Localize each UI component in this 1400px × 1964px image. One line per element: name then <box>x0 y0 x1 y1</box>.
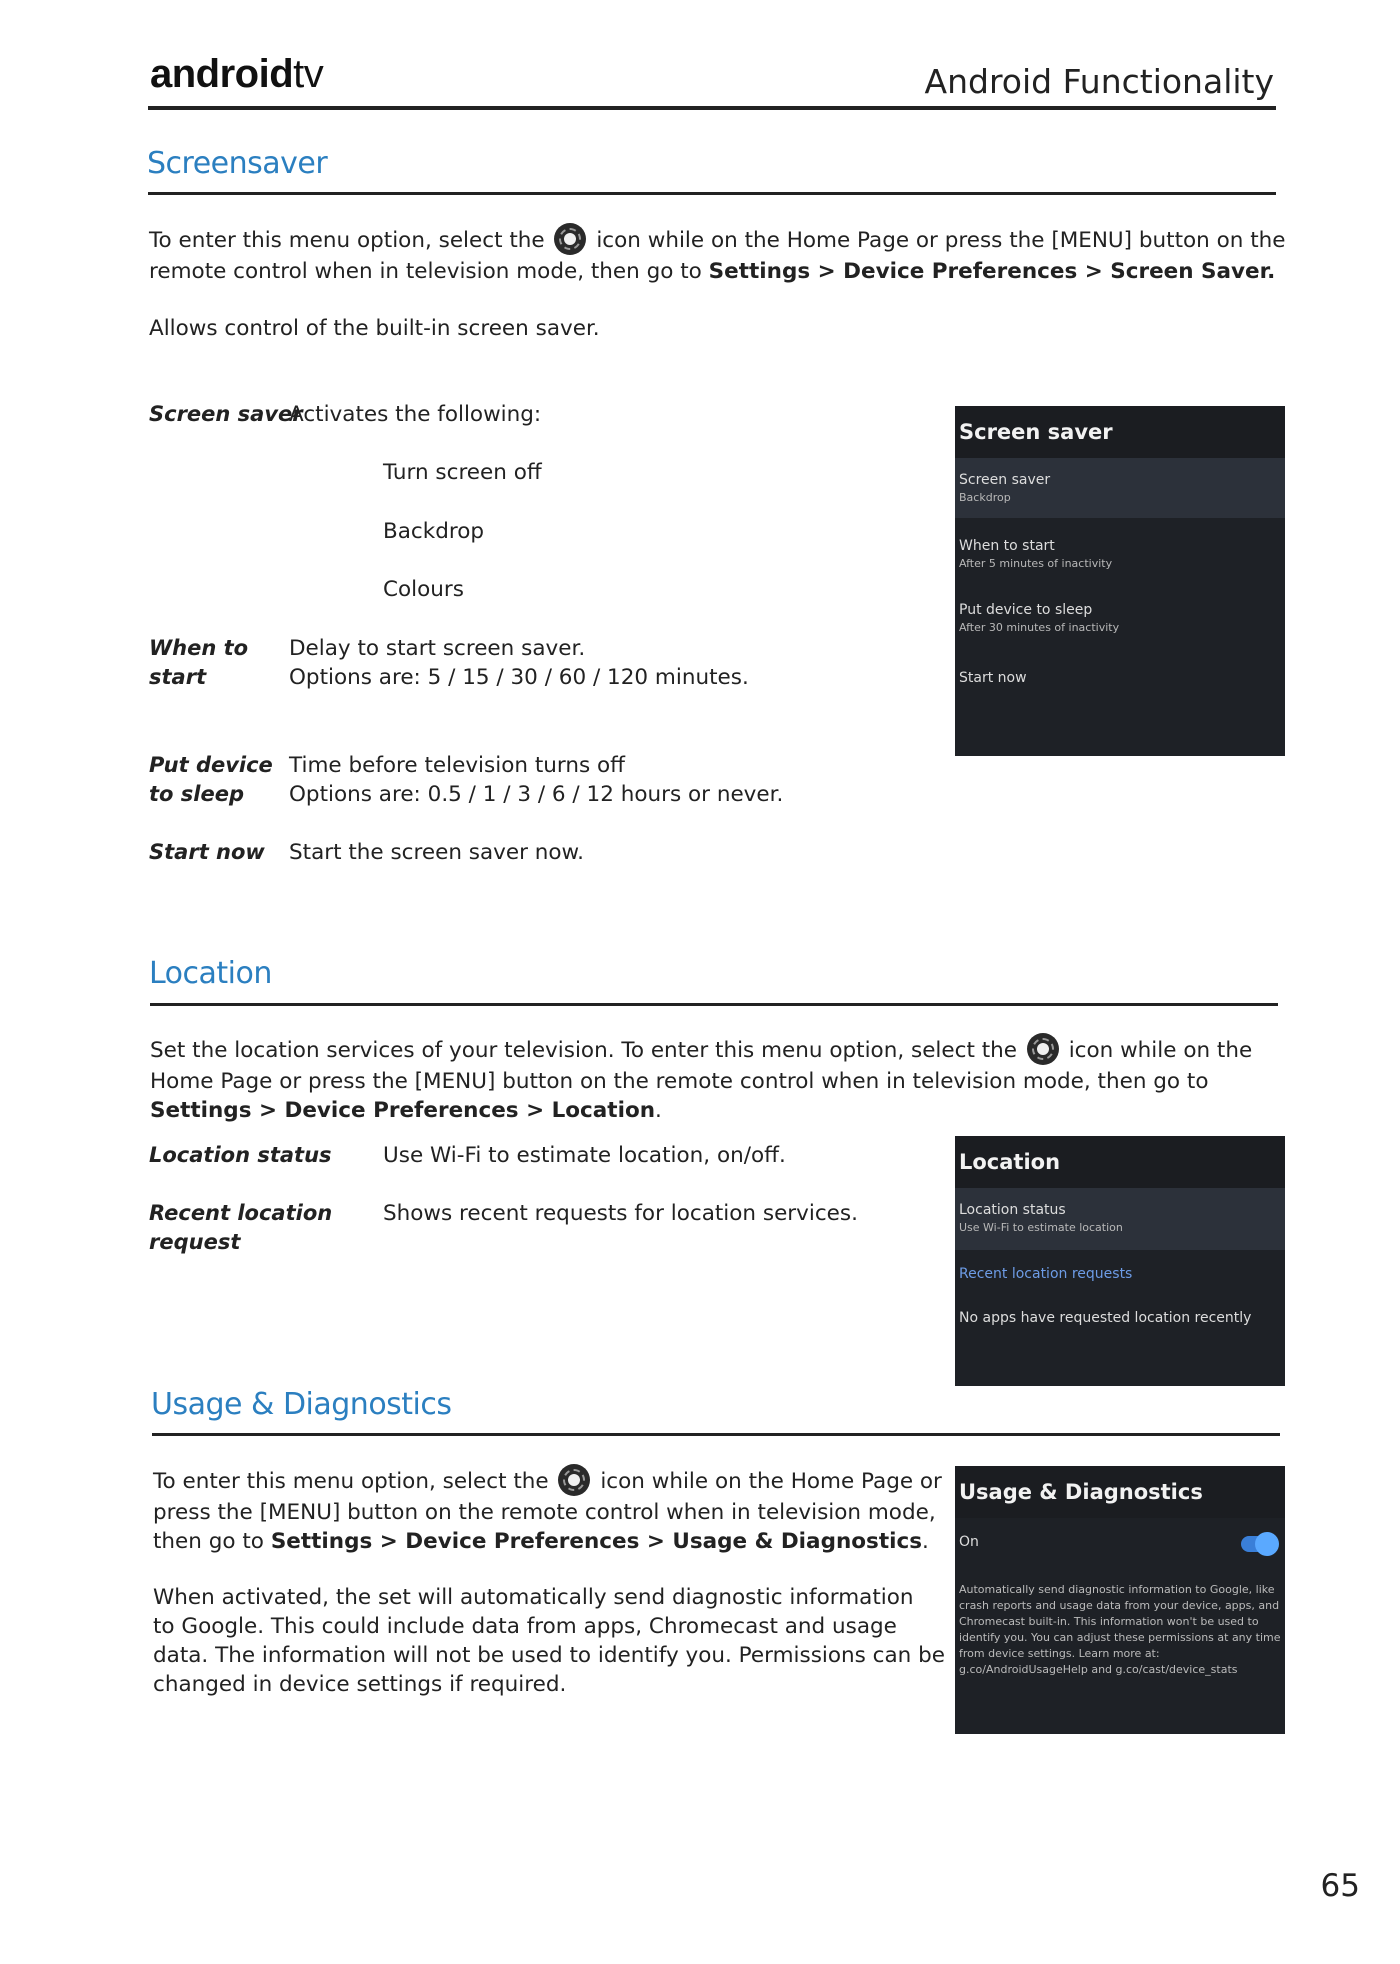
row-label: Start now <box>959 670 1027 686</box>
screensaver-intro-path: Settings > Device Preferences > Screen Saver. <box>708 259 1276 284</box>
desc-when-to-start <box>289 634 749 692</box>
usage-intro-2: icon while on the Home Page or <box>600 1469 942 1494</box>
screensaver-intro-1: To enter this menu option, select the <box>149 228 545 253</box>
label-location-status: Location status <box>149 1143 332 1167</box>
label-when-to-start <box>149 634 248 692</box>
location-intro-1: Set the location services of your television. To enter this menu option, select the <box>150 1038 1017 1063</box>
screenshot-row-on <box>955 1518 1285 1572</box>
label-put-device-to-sleep <box>149 751 273 809</box>
location-intro-path: Settings > Device Preferences > Location <box>150 1098 656 1123</box>
screensaver-allows: Allows control of the built-in screen saver. <box>149 316 600 341</box>
option-colours: Colours <box>383 577 464 602</box>
option-turn-screen-off: Turn screen off <box>383 460 542 485</box>
toggle-switch-icon <box>1241 1536 1277 1552</box>
usage-intro-3: press the [MENU] button on the remote control when in television mode, <box>153 1500 936 1525</box>
desc-screen-saver: Activates the following: <box>289 402 542 427</box>
screenshot-row-location-status <box>955 1188 1285 1250</box>
row-label: Put device to sleep <box>959 602 1093 618</box>
screenshot-row-when-to-start <box>955 518 1285 580</box>
row-sub: After 5 minutes of inactivity <box>959 557 1113 570</box>
row-label: On <box>959 1534 979 1550</box>
when-desc: Delay to start screen saver. <box>289 636 586 661</box>
sleep-label-1: Put device <box>149 753 273 777</box>
usage-body-4: changed in device settings if required. <box>153 1672 567 1697</box>
location-screenshot <box>955 1136 1285 1386</box>
page-number: 65 <box>1320 1868 1360 1904</box>
usage-rule <box>152 1433 1280 1436</box>
logo-bold: android <box>150 52 294 96</box>
row-sub: After 30 minutes of inactivity <box>959 621 1120 634</box>
label-start-now: Start now <box>149 840 265 864</box>
logo-light: tv <box>293 52 324 96</box>
header-rule <box>148 106 1276 110</box>
sleep-options: Options are: 0.5 / 1 / 3 / 6 / 12 hours or never. <box>289 782 784 807</box>
screenshot-usage-text: Automatically send diagnostic information to Google, like crash reports and usage data from your device, apps, and Chromecast built-in. This information won't be used to identify you. You can adjust these permissions at any time from device settings. Learn more at: g.co/AndroidUsageHelp and g.co/cast/device_stats <box>959 1583 1281 1676</box>
usage-intro-end: . <box>922 1529 929 1554</box>
label-recent-location-request <box>149 1199 332 1257</box>
recent-label-1: Recent location <box>149 1201 333 1225</box>
usage-intro-path: Settings > Device Preferences > Usage & Diagnostics <box>270 1529 923 1554</box>
row-label: When to start <box>959 538 1055 554</box>
row-sub: Use Wi-Fi to estimate location <box>959 1221 1123 1234</box>
header-title: Android Functionality <box>924 62 1274 101</box>
screenshot-row-screen-saver <box>955 458 1285 518</box>
usage-body-1: When activated, the set will automatically send diagnostic information <box>153 1585 914 1610</box>
sleep-desc: Time before television turns off <box>289 753 625 778</box>
androidtv-logo <box>150 52 323 97</box>
screenshot-title: Location <box>955 1136 1285 1188</box>
recent-label-2: request <box>149 1230 241 1254</box>
desc-start-now: Start the screen saver now. <box>289 840 585 865</box>
option-backdrop: Backdrop <box>383 519 485 544</box>
row-sub: Backdrop <box>959 491 1011 504</box>
location-intro <box>150 1035 1300 1125</box>
usage-screenshot <box>955 1466 1285 1734</box>
screenshot-row-put-device-to-sleep <box>955 580 1285 644</box>
desc-put-device-to-sleep <box>289 751 783 809</box>
screenshot-row-no-apps: No apps have requested location recently <box>959 1310 1252 1326</box>
location-rule <box>150 1003 1278 1006</box>
desc-location-status: Use Wi-Fi to estimate location, on/off. <box>383 1143 786 1168</box>
usage-body-3: data. The information will not be used to identify you. Permissions can be <box>153 1643 946 1668</box>
location-intro-end: . <box>655 1098 662 1123</box>
location-intro-2: icon while on the <box>1068 1038 1253 1063</box>
label-screen-saver: Screen saver <box>149 402 303 426</box>
sleep-label-2: to sleep <box>149 782 244 806</box>
screenshot-title: Screen saver <box>955 406 1285 458</box>
row-label: Screen saver <box>959 472 1051 488</box>
screensaver-intro-2: icon while on the Home Page or press the [MENU] button on the <box>596 228 1286 253</box>
screensaver-intro <box>149 225 1289 286</box>
row-label: Location status <box>959 1202 1066 1218</box>
screenshot-row-start-now <box>955 644 1285 696</box>
usage-body <box>153 1583 953 1699</box>
usage-title: Usage & Diagnostics <box>151 1387 452 1422</box>
location-intro-3: Home Page or press the [MENU] button on the remote control when in television mode, then go to <box>150 1069 1209 1094</box>
screensaver-title: Screensaver <box>147 146 328 181</box>
when-label-2: start <box>149 665 207 689</box>
screensaver-intro-3: remote control when in television mode, then go to <box>149 259 702 284</box>
screenshot-row-recent-requests: Recent location requests <box>959 1266 1133 1282</box>
screenshot-title: Usage & Diagnostics <box>955 1466 1285 1518</box>
location-title: Location <box>149 956 272 991</box>
settings-icon <box>558 1464 590 1496</box>
screensaver-screenshot <box>955 406 1285 756</box>
usage-intro-1: To enter this menu option, select the <box>153 1469 549 1494</box>
settings-icon <box>554 223 586 255</box>
screensaver-rule <box>148 192 1276 195</box>
usage-body-2: to Google. This could include data from apps, Chromecast and usage <box>153 1614 897 1639</box>
usage-intro-4: then go to <box>153 1529 264 1554</box>
when-options: Options are: 5 / 15 / 30 / 60 / 120 minutes. <box>289 665 749 690</box>
usage-intro <box>153 1466 943 1556</box>
desc-recent-location-request: Shows recent requests for location services. <box>383 1201 858 1226</box>
when-label-1: When to <box>149 636 249 660</box>
settings-icon <box>1027 1033 1059 1065</box>
